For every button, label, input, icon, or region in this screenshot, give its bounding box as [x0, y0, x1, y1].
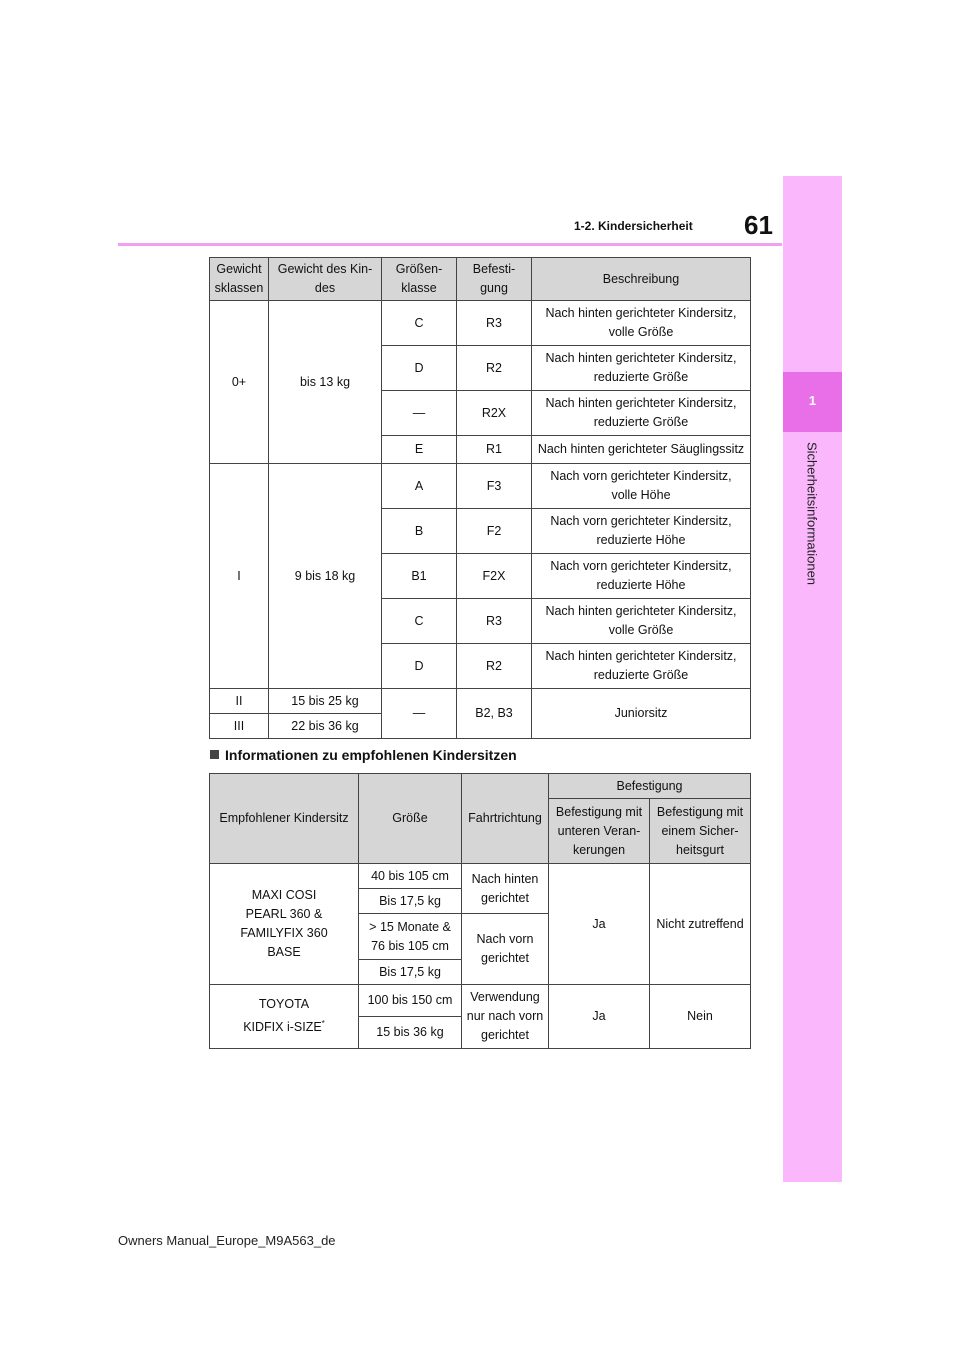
- description-cell: Nach hinten gerichteter Kindersitz, reduzierte Größe: [532, 644, 751, 689]
- section-heading-text: Informationen zu empfohlenen Kindersitzen: [225, 747, 517, 763]
- table-row: [210, 985, 751, 1017]
- section-heading: [210, 747, 517, 763]
- table-row: [210, 864, 751, 889]
- table-row: [210, 464, 751, 509]
- square-bullet-icon: [210, 750, 219, 759]
- seat-name-cell: MAXI COSI PEARL 360 & FAMILYFIX 360 BASE: [210, 864, 359, 985]
- weight-cell: 9 bis 18 kg: [269, 464, 382, 689]
- description-cell: Nach hinten gerichteter Kindersitz, volle Größe: [532, 599, 751, 644]
- size-cell: 40 bis 105 cm: [359, 864, 462, 889]
- fixture-cell: F3: [457, 464, 532, 509]
- description-cell: Nach vorn gerichteter Kindersitz, reduzierte Höhe: [532, 554, 751, 599]
- fixture-cell: F2X: [457, 554, 532, 599]
- seat-name-text: TOYOTA KIDFIX i-SIZE: [243, 997, 322, 1035]
- size-cell: A: [382, 464, 457, 509]
- chapter-number: 1: [808, 393, 817, 408]
- description-cell: Nach hinten gerichteter Kindersitz, reduzierte Größe: [532, 346, 751, 391]
- description-cell: Nach hinten gerichteter Kindersitz, reduzierte Größe: [532, 391, 751, 436]
- weight-class-cell: II: [210, 689, 269, 714]
- header-fixing: Befestigung: [549, 774, 751, 799]
- header-rule: [118, 243, 782, 246]
- recommended-seats-table: [209, 773, 751, 1049]
- description-cell: Nach hinten gerichteter Säuglingssitz: [532, 436, 751, 464]
- lower-anchorage-cell: Ja: [549, 864, 650, 985]
- size-cell: Bis 17,5 kg: [359, 960, 462, 985]
- table-row: [210, 689, 751, 714]
- size-cell: Bis 17,5 kg: [359, 889, 462, 914]
- description-cell: Nach vorn gerichteter Kindersitz, volle Höhe: [532, 464, 751, 509]
- fixture-cell: R3: [457, 599, 532, 644]
- side-tab-strip: [783, 176, 842, 1182]
- weight-class-cell: 0+: [210, 301, 269, 464]
- direction-cell: Nach vorn gerichtet: [462, 914, 549, 985]
- chapter-label: Sicherheitsinformationen: [804, 441, 820, 586]
- fixture-cell: B2, B3: [457, 689, 532, 739]
- section-title: 1-2. Kindersicherheit: [574, 219, 693, 233]
- footnote-mark: *: [321, 1019, 325, 1029]
- header-lower-anchorage: Befestigung mit unteren Veran- kerungen: [549, 799, 650, 864]
- header-child-weight: Gewicht des Kin- des: [269, 258, 382, 301]
- header-seatbelt: Befestigung mit einem Sicher- heitsgurt: [650, 799, 751, 864]
- header-direction: Fahrtrichtung: [462, 774, 549, 864]
- footer-text: Owners Manual_Europe_M9A563_de: [118, 1233, 336, 1248]
- fixture-cell: R3: [457, 301, 532, 346]
- size-cell: C: [382, 301, 457, 346]
- header-seat: Empfohlener Kindersitz: [210, 774, 359, 864]
- lower-anchorage-cell: Ja: [549, 985, 650, 1049]
- size-cell: D: [382, 644, 457, 689]
- direction-cell: Nach hinten gerichtet: [462, 864, 549, 914]
- weight-cell: 22 bis 36 kg: [269, 714, 382, 739]
- description-cell: Nach hinten gerichteter Kindersitz, volle Größe: [532, 301, 751, 346]
- size-cell: C: [382, 599, 457, 644]
- seatbelt-cell: Nein: [650, 985, 751, 1049]
- size-cell: B1: [382, 554, 457, 599]
- weight-class-cell: III: [210, 714, 269, 739]
- fixture-cell: R2X: [457, 391, 532, 436]
- header-size: Größe: [359, 774, 462, 864]
- page-number: 61: [744, 210, 773, 240]
- size-class-table: [209, 257, 751, 739]
- size-cell: 15 bis 36 kg: [359, 1017, 462, 1049]
- weight-class-cell: I: [210, 464, 269, 689]
- size-cell: E: [382, 436, 457, 464]
- seatbelt-cell: Nicht zutreffend: [650, 864, 751, 985]
- fixture-cell: R2: [457, 346, 532, 391]
- fixture-cell: F2: [457, 509, 532, 554]
- description-cell: Juniorsitz: [532, 689, 751, 739]
- weight-cell: bis 13 kg: [269, 301, 382, 464]
- size-cell: > 15 Monate & 76 bis 105 cm: [359, 914, 462, 960]
- header-description: Beschreibung: [532, 258, 751, 301]
- size-cell: B: [382, 509, 457, 554]
- size-cell: —: [382, 689, 457, 739]
- fixture-cell: R2: [457, 644, 532, 689]
- size-cell: D: [382, 346, 457, 391]
- fixture-cell: R1: [457, 436, 532, 464]
- seat-name-cell: [210, 985, 359, 1049]
- header-size-class: Größen- klasse: [382, 258, 457, 301]
- header-fixture: Befesti- gung: [457, 258, 532, 301]
- description-cell: Nach vorn gerichteter Kindersitz, reduzierte Höhe: [532, 509, 751, 554]
- header-weight-class: Gewicht sklassen: [210, 258, 269, 301]
- direction-cell: Verwendung nur nach vorn gerichtet: [462, 985, 549, 1049]
- weight-cell: 15 bis 25 kg: [269, 689, 382, 714]
- table-row: [210, 301, 751, 346]
- size-cell: —: [382, 391, 457, 436]
- size-cell: 100 bis 150 cm: [359, 985, 462, 1017]
